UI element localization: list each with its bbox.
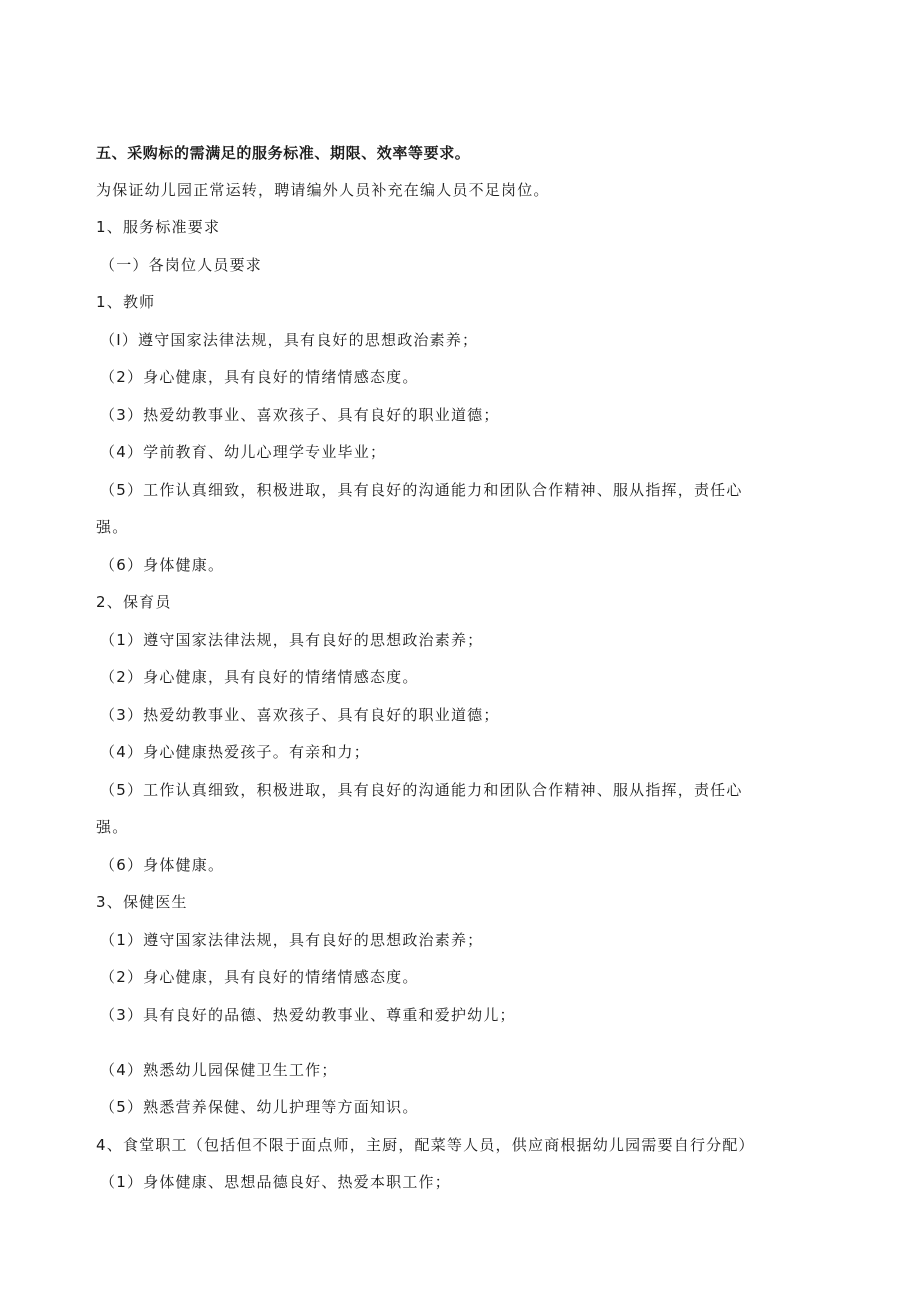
- teacher-item: （I）遵守国家法律法规，具有良好的思想政治素养；: [100, 331, 479, 349]
- teacher-item: （4）学前教育、幼儿心理学专业毕业；: [100, 443, 387, 461]
- canteen-heading: 4、食堂职工（包括但不限于面点师，主厨，配菜等人员，供应商根据幼儿园需要自行分配）: [96, 1136, 755, 1154]
- intro-paragraph: 为保证幼儿园正常运转，聘请编外人员补充在编人员不足岗位。: [96, 181, 550, 199]
- nurse-item: （6）身体健康。: [100, 856, 225, 874]
- teacher-item: （3）热爱幼教事业、喜欢孩子、具有良好的职业道德；: [100, 406, 500, 424]
- doctor-item: （5）熟悉营养保健、幼儿护理等方面知识。: [100, 1098, 419, 1116]
- position-requirements-heading: （一）各岗位人员要求: [100, 256, 263, 274]
- nurse-item: （4）身心健康热爱孩子。有亲和力；: [100, 743, 370, 761]
- doctor-item: （4）熟悉幼儿园保健卫生工作；: [100, 1061, 338, 1079]
- nurse-item: （3）热爱幼教事业、喜欢孩子、具有良好的职业道德；: [100, 706, 500, 724]
- doctor-heading: 3、保健医生: [96, 893, 188, 911]
- doctor-item: （3）具有良好的品德、热爱幼教事业、尊重和爱护幼儿；: [100, 1006, 516, 1024]
- nurse-heading: 2、保育员: [96, 593, 172, 611]
- teacher-item: （2）身心健康，具有良好的情绪情感态度。: [100, 368, 419, 386]
- teacher-item: （6）身体健康。: [100, 556, 225, 574]
- nurse-item-continuation: 强。: [96, 818, 129, 836]
- doctor-item: （2）身心健康，具有良好的情绪情感态度。: [100, 968, 419, 986]
- nurse-item: （1）遵守国家法律法规，具有良好的思想政治素养；: [100, 631, 484, 649]
- service-standard-heading: 1、服务标准要求: [96, 218, 221, 236]
- nurse-item: （2）身心健康，具有良好的情绪情感态度。: [100, 668, 419, 686]
- teacher-heading: 1、教师: [96, 293, 156, 311]
- canteen-item: （1）身体健康、思想品德良好、热爱本职工作；: [100, 1173, 451, 1191]
- teacher-item: （5）工作认真细致，积极进取，具有良好的沟通能力和团队合作精神、服从指挥，责任心: [100, 481, 743, 499]
- doctor-item: （1）遵守国家法律法规，具有良好的思想政治素养；: [100, 931, 484, 949]
- section-heading: 五、采购标的需满足的服务标准、期限、效率等要求。: [96, 144, 471, 162]
- nurse-item: （5）工作认真细致，积极进取，具有良好的沟通能力和团队合作精神、服从指挥，责任心: [100, 781, 743, 799]
- teacher-item-continuation: 强。: [96, 518, 129, 536]
